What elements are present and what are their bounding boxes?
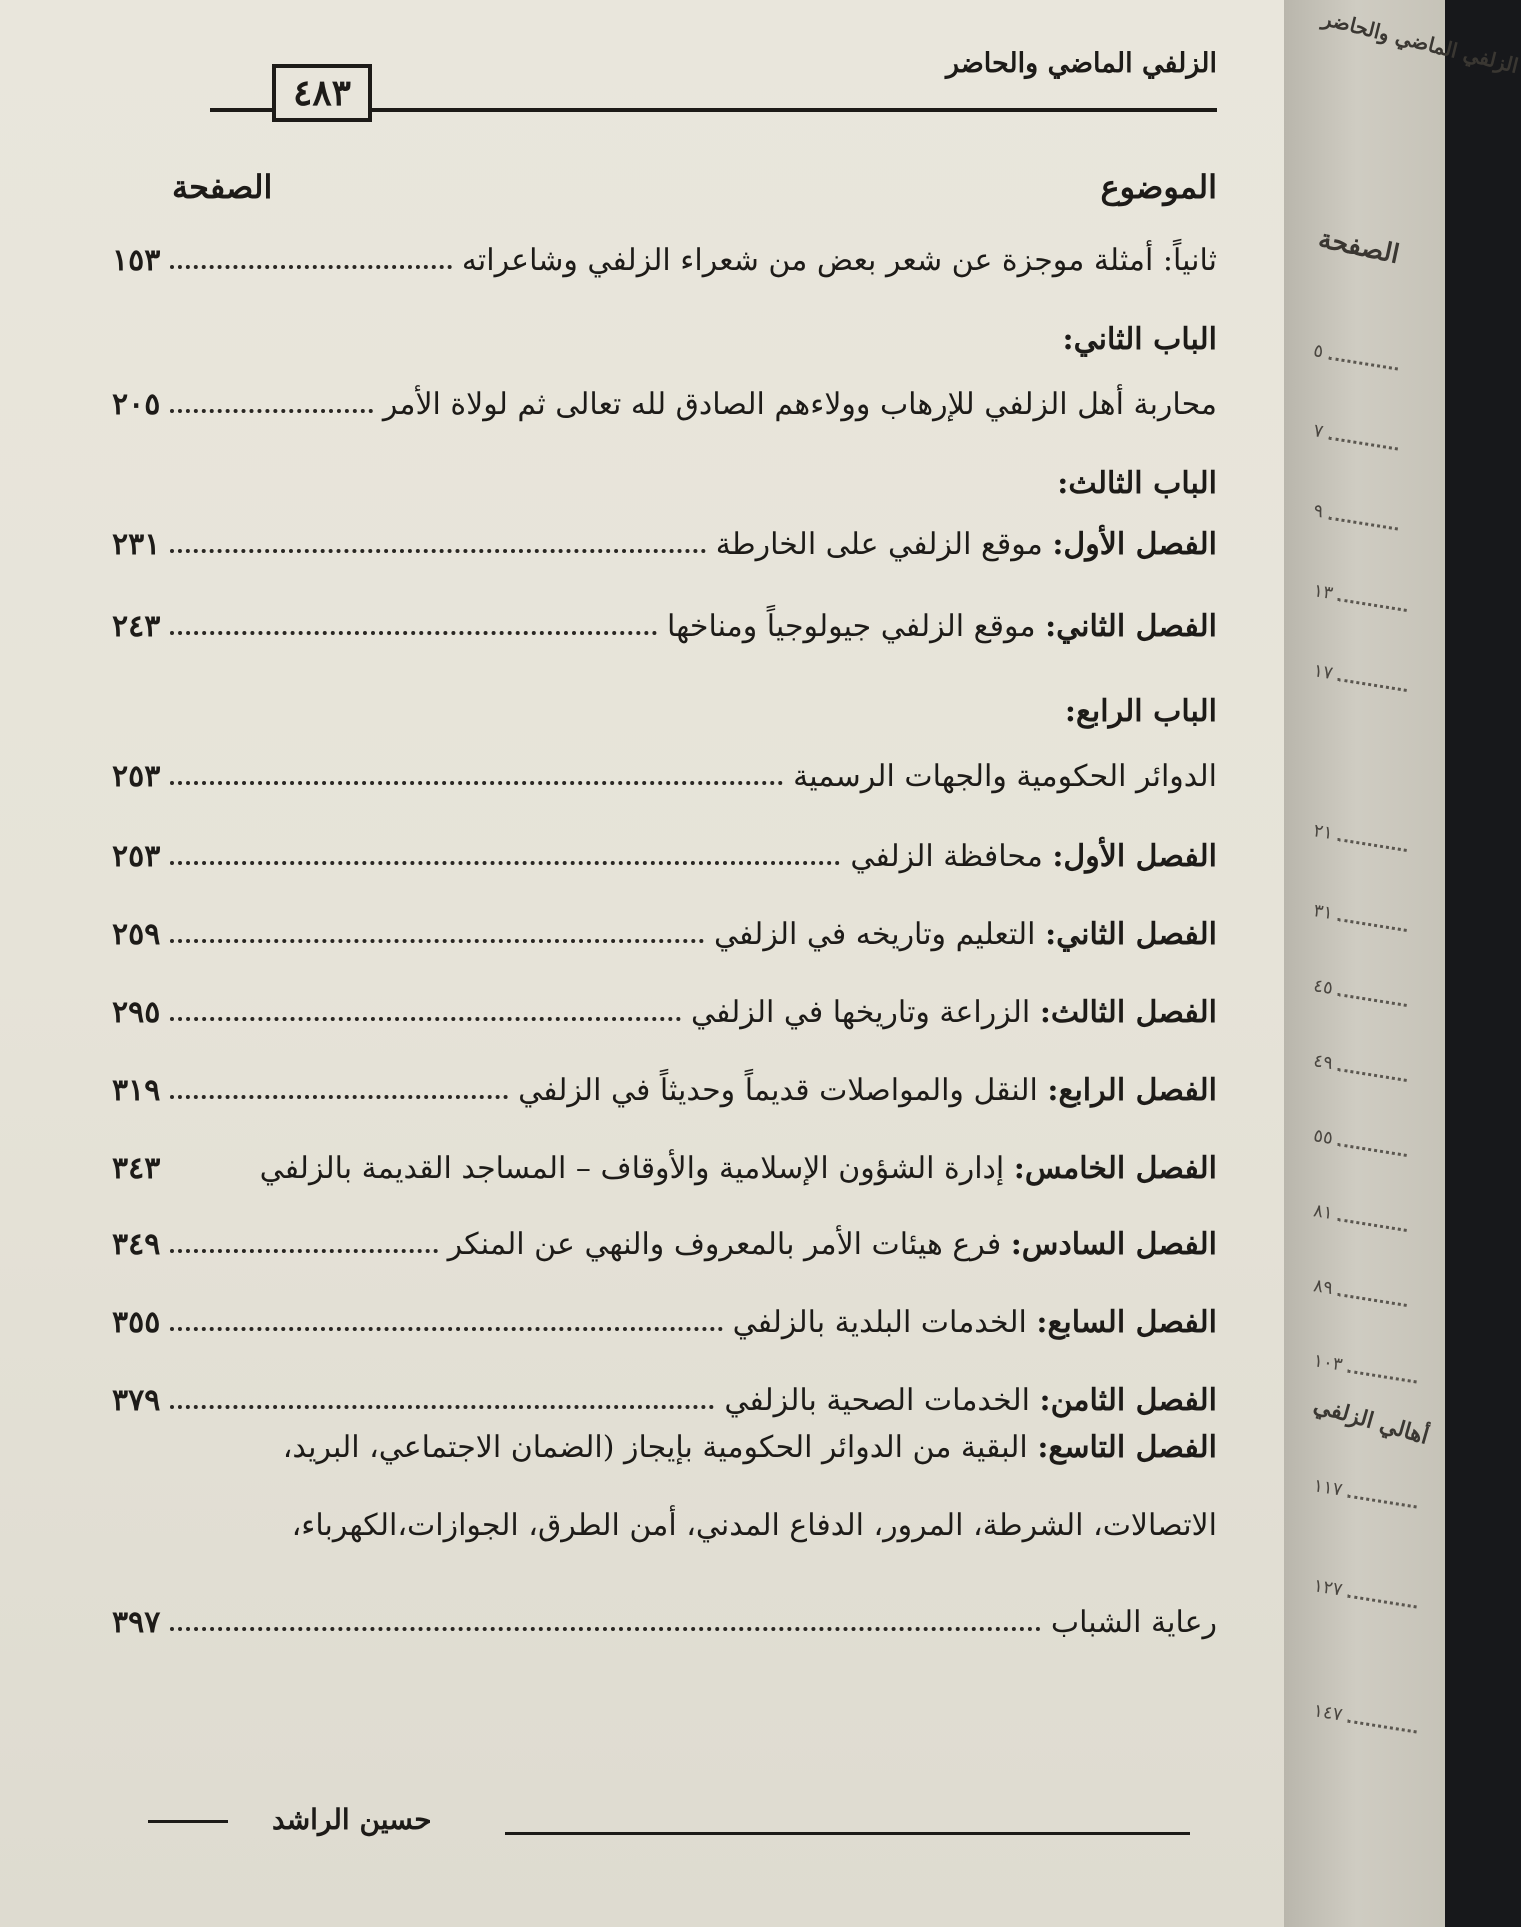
adjacent-page-entry: ٢١ (1312, 820, 1409, 856)
adjacent-page-column-head: الصفحة (1315, 223, 1402, 271)
page-number: ٤٨٣ (272, 64, 372, 122)
toc-entry-page: ٣٥٥ (112, 1305, 161, 1340)
toc-entry-page: ٣١٩ (112, 1073, 161, 1108)
dot-leader (170, 409, 372, 413)
chapter-label: الفصل الثالث: (1039, 995, 1217, 1030)
toc-entry-title: الدوائر الحكومية والجهات الرسمية (793, 759, 1217, 794)
adjacent-page-entry: ١٧ (1312, 660, 1409, 696)
toc-entry-page: ٢٠٥ (112, 387, 161, 422)
dot-leader (170, 1627, 1040, 1631)
toc-entry-title: النقل والمواصلات قديماً وحديثاً في الزلفي (518, 1073, 1048, 1108)
chapter-label: الفصل الرابع: (1047, 1073, 1217, 1108)
part-heading: الباب الثاني: (1062, 322, 1217, 357)
toc-entry-page: ٣٤٩ (112, 1227, 161, 1262)
toc-entry-title: محاربة أهل الزلفي للإرهاب وولاءهم الصادق لله تعالى ثم لولاة الأمر (382, 387, 1217, 422)
adjacent-page-entry: ٥ (1312, 340, 1400, 374)
toc-entry-line: الاتصالات، الشرطة، المرور، الدفاع المدني، أمن الطرق، الجوازات،الكهرباء، (291, 1508, 1217, 1543)
dot-leader (170, 781, 783, 785)
toc-entry-page: ٣٤٣ (112, 1151, 161, 1186)
toc-entry-title: البقية من الدوائر الحكومية بإيجاز (الضمان الاجتماعي، البريد، (282, 1430, 1038, 1465)
toc-entry-title: الخدمات البلدية بالزلفي (732, 1305, 1037, 1340)
chapter-label: الفصل السابع: (1036, 1305, 1217, 1340)
footer-author: حسين الراشد (272, 1803, 432, 1836)
adjacent-page (1284, 0, 1445, 1927)
adjacent-page-title-fragment: أهالي الزلفي (1310, 1392, 1432, 1450)
dot-leader (170, 1017, 681, 1021)
toc-entry (112, 978, 1217, 1030)
toc-entry (112, 1134, 1217, 1186)
dot-leader (170, 861, 840, 865)
toc-entry-title: التعليم وتاريخه في الزلفي (714, 917, 1046, 952)
dot-leader (170, 1095, 508, 1099)
adjacent-page-entry: ٨٩ (1312, 1275, 1409, 1311)
toc-entry (112, 1056, 1217, 1108)
running-header-title: الزلفي الماضي والحاضر (945, 48, 1217, 79)
chapter-label: الفصل التاسع: (1037, 1430, 1217, 1465)
toc-entry-page: ٢٥٣ (112, 839, 161, 874)
column-head-page: الصفحة (172, 168, 273, 206)
dot-leader (170, 631, 657, 635)
adjacent-page-entry: ٨١ (1312, 1200, 1409, 1236)
toc-entry-page: ٢٥٣ (112, 759, 161, 794)
toc-entry-page: ٣٩٧ (112, 1605, 161, 1640)
adjacent-page-entry: ٤٩ (1312, 1050, 1409, 1086)
dot-leader (170, 265, 452, 269)
chapter-label: الفصل الأول: (1052, 839, 1217, 874)
toc-entry (112, 226, 1217, 278)
chapter-label: الفصل الأول: (1052, 527, 1217, 562)
part-heading: الباب الثالث: (1057, 466, 1217, 501)
chapter-label: الفصل الثاني: (1045, 917, 1217, 952)
adjacent-page-entry: ٥٥ (1312, 1125, 1409, 1161)
adjacent-page-entry: ١٤٧ (1312, 1700, 1419, 1737)
dot-leader (170, 549, 705, 553)
toc-entry-page: ٢٣١ (112, 527, 161, 562)
adjacent-page-entry: ٩ (1312, 500, 1400, 534)
dot-leader (170, 939, 704, 943)
dot-leader (170, 1405, 714, 1409)
toc-entry-title: موقع الزلفي جيولوجياً ومناخها (666, 609, 1046, 644)
toc-entry-page: ٢٥٩ (112, 917, 161, 952)
toc-entry (112, 1588, 1217, 1640)
footer-rule (148, 1820, 228, 1823)
chapter-label: الفصل السادس: (1010, 1227, 1217, 1262)
toc-entry (112, 742, 1217, 794)
toc-entry (112, 900, 1217, 952)
adjacent-page-header: الزلفي الماضي والحاضر (1320, 6, 1521, 78)
toc-entry-page: ٢٤٣ (112, 609, 161, 644)
toc-entry (112, 510, 1217, 562)
dot-leader (170, 1327, 722, 1331)
toc-entry-title: الخدمات الصحية بالزلفي (724, 1383, 1040, 1418)
toc-entry-title: ثانياً: أمثلة موجزة عن شعر بعض من شعراء الزلفي وشاعراته (461, 243, 1217, 278)
toc-entry (112, 1210, 1217, 1262)
adjacent-page-entry: ١٠٣ (1312, 1350, 1419, 1387)
toc-entry (112, 370, 1217, 422)
toc-entry (112, 822, 1217, 874)
toc-entry (112, 1366, 1217, 1418)
toc-entry-line (283, 1430, 1217, 1465)
chapter-label: الفصل الخامس: (1013, 1151, 1217, 1186)
toc-entry (112, 592, 1217, 644)
toc-entry-page: ٣٧٩ (112, 1383, 161, 1418)
adjacent-page-entry: ١١٧ (1312, 1475, 1419, 1512)
toc-entry-page: ٢٩٥ (112, 995, 161, 1030)
toc-entry-title: الزراعة وتاريخها في الزلفي (690, 995, 1040, 1030)
toc-entry-title: موقع الزلفي على الخارطة (715, 527, 1053, 562)
toc-entry-title: رعاية الشباب (1050, 1605, 1217, 1640)
adjacent-page-entry: ٣١ (1312, 900, 1409, 936)
toc-entry (112, 1288, 1217, 1340)
adjacent-page-entry: ١٣ (1312, 580, 1409, 616)
column-head-topic: الموضوع (1100, 168, 1217, 206)
adjacent-page-entry: ٧ (1312, 420, 1400, 454)
chapter-label: الفصل الثامن: (1039, 1383, 1217, 1418)
dot-leader (170, 1249, 437, 1253)
part-heading: الباب الرابع: (1064, 694, 1217, 729)
toc-entry-title: محافظة الزلفي (850, 839, 1053, 874)
toc-entry-title: إدارة الشؤون الإسلامية والأوقاف – المساجد القديمة بالزلفي (259, 1151, 1014, 1186)
toc-entry-page: ١٥٣ (112, 243, 161, 278)
adjacent-page-entry: ١٢٧ (1312, 1575, 1419, 1612)
chapter-label: الفصل الثاني: (1045, 609, 1217, 644)
footer-rule (505, 1832, 1190, 1835)
adjacent-page-entry: ٤٥ (1312, 975, 1409, 1011)
toc-entry-title: فرع هيئات الأمر بالمعروف والنهي عن المنكر (447, 1227, 1011, 1262)
